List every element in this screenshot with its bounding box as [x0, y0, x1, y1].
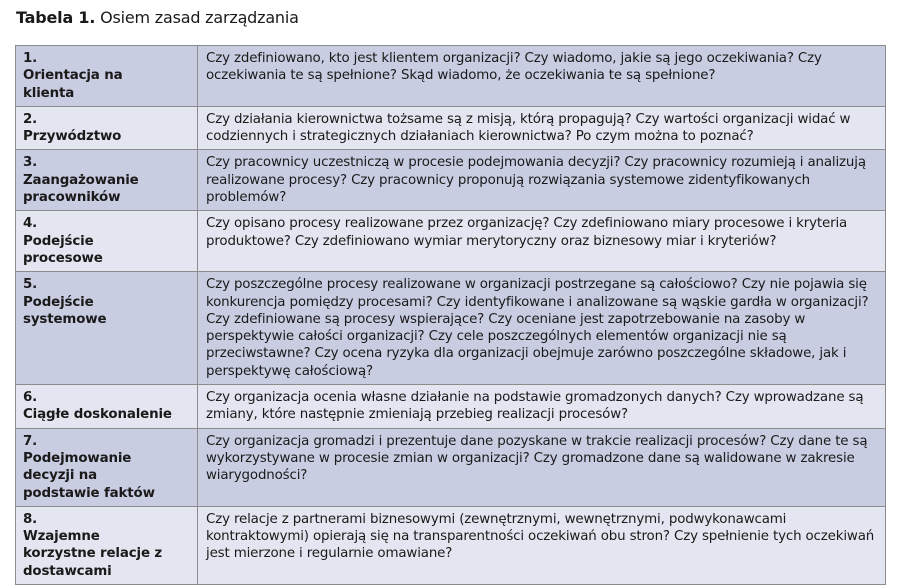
principle-number: 8. [23, 511, 38, 527]
principle-name-cell [16, 506, 198, 584]
principle-questions: Czy działania kierownictwa tożsame są z misją, którą propagują? Czy wartości organizacji widać w codziennych i strategicznych działaniach kierownictwa? Po czym można to poznać? [198, 106, 886, 150]
principle-name: Podejście procesowe [23, 233, 103, 266]
principle-number: 6. [23, 390, 38, 406]
principle-name: Podejmowanie decyzji na podstawie faktów [23, 450, 155, 501]
principle-name: Zaangażowanie pracowników [23, 172, 139, 206]
principle-name-cell [16, 46, 198, 107]
table-row [16, 385, 886, 429]
table-row [16, 150, 886, 211]
principle-name-cell [16, 428, 198, 506]
principle-questions: Czy opisano procesy realizowane przez organizację? Czy zdefiniowano miary procesowe i kryteria produktowe? Czy zdefiniowano wymiar merytoryczny oraz biznesowy miar i kryteriów? [198, 211, 886, 272]
table-row [16, 428, 886, 506]
principle-name-cell [16, 385, 198, 429]
table-row [16, 211, 886, 272]
principle-questions: Czy relacje z partnerami biznesowymi (zewnętrznymi, wewnętrznymi, podwykonawcami kontraktowymi) opierają się na transparentności oczekiwań obu stron? Czy spełnienie tych oczekiwań jest mierzone i regularnie omawiane? [198, 506, 886, 584]
principle-name: Podejście systemowe [23, 294, 107, 327]
table-row [16, 506, 886, 584]
principle-number: 4. [23, 216, 38, 232]
principle-number: 5. [23, 277, 38, 293]
principle-questions: Czy pracownicy uczestniczą w procesie podejmowania decyzji? Czy pracownicy rozumieją i analizują realizowane procesy? Czy pracownicy proponują rozwiązania systemowe zidentyfikowanych problemów? [198, 150, 886, 211]
principle-name-cell [16, 150, 198, 211]
principle-questions: Czy zdefiniowano, kto jest klientem organizacji? Czy wiadomo, jakie są jego oczekiwania? Czy oczekiwania te są spełnione? Skąd wiadomo, że oczekiwania te są spełnione? [198, 46, 886, 107]
principle-number: 3. [23, 155, 38, 171]
principle-name-cell [16, 106, 198, 150]
principle-name: Wzajemne korzystne relacje z dostawcami [23, 529, 163, 579]
principle-number: 7. [23, 433, 38, 449]
principle-name-cell [16, 211, 198, 272]
table-row [16, 46, 886, 107]
principle-questions: Czy organizacja ocenia własne działanie na podstawie gromadzonych danych? Czy wprowadzane są zmiany, które następnie zmieniają przebieg realizacji procesów? [198, 385, 886, 429]
principle-number: 2. [23, 111, 38, 127]
principle-name-cell [16, 272, 198, 385]
caption-label: Tabela 1. [16, 8, 96, 27]
table-row [16, 106, 886, 150]
principle-name: Ciągłe doskonalenie [23, 407, 172, 423]
table-row [16, 272, 886, 385]
principle-name: Przywództwo [23, 129, 122, 145]
principle-questions: Czy organizacja gromadzi i prezentuje dane pozyskane w trakcie realizacji procesów? Czy dane te są wykorzystywane w procesie zmian w organizacji? Czy gromadzone dane są walidowane w zakresie wiarygodności? [198, 428, 886, 506]
principle-number: 1. [23, 51, 38, 66]
principle-questions: Czy poszczególne procesy realizowane w organizacji postrzegane są całościowo? Czy nie pojawia się konkurencja pomiędzy procesami? Czy identyfikowane i analizowane są wąskie gardła w organizacji? Czy zdefiniowane są procesy wspierające? Czy oceniane jest zapotrzebowanie na zasoby w perspektywie całości organizacji? Czy cele poszczególnych elementów organizacji nie są przeciwstawne? Czy ocena ryzyka dla organizacji obejmuje zarówno poszczególne składowe, jak i perspektywę całościową? [198, 272, 886, 385]
table-caption [16, 8, 299, 27]
caption-title: Osiem zasad zarządzania [100, 8, 299, 27]
principle-name: Orientacja na klienta [23, 68, 123, 101]
principles-table [15, 45, 886, 585]
